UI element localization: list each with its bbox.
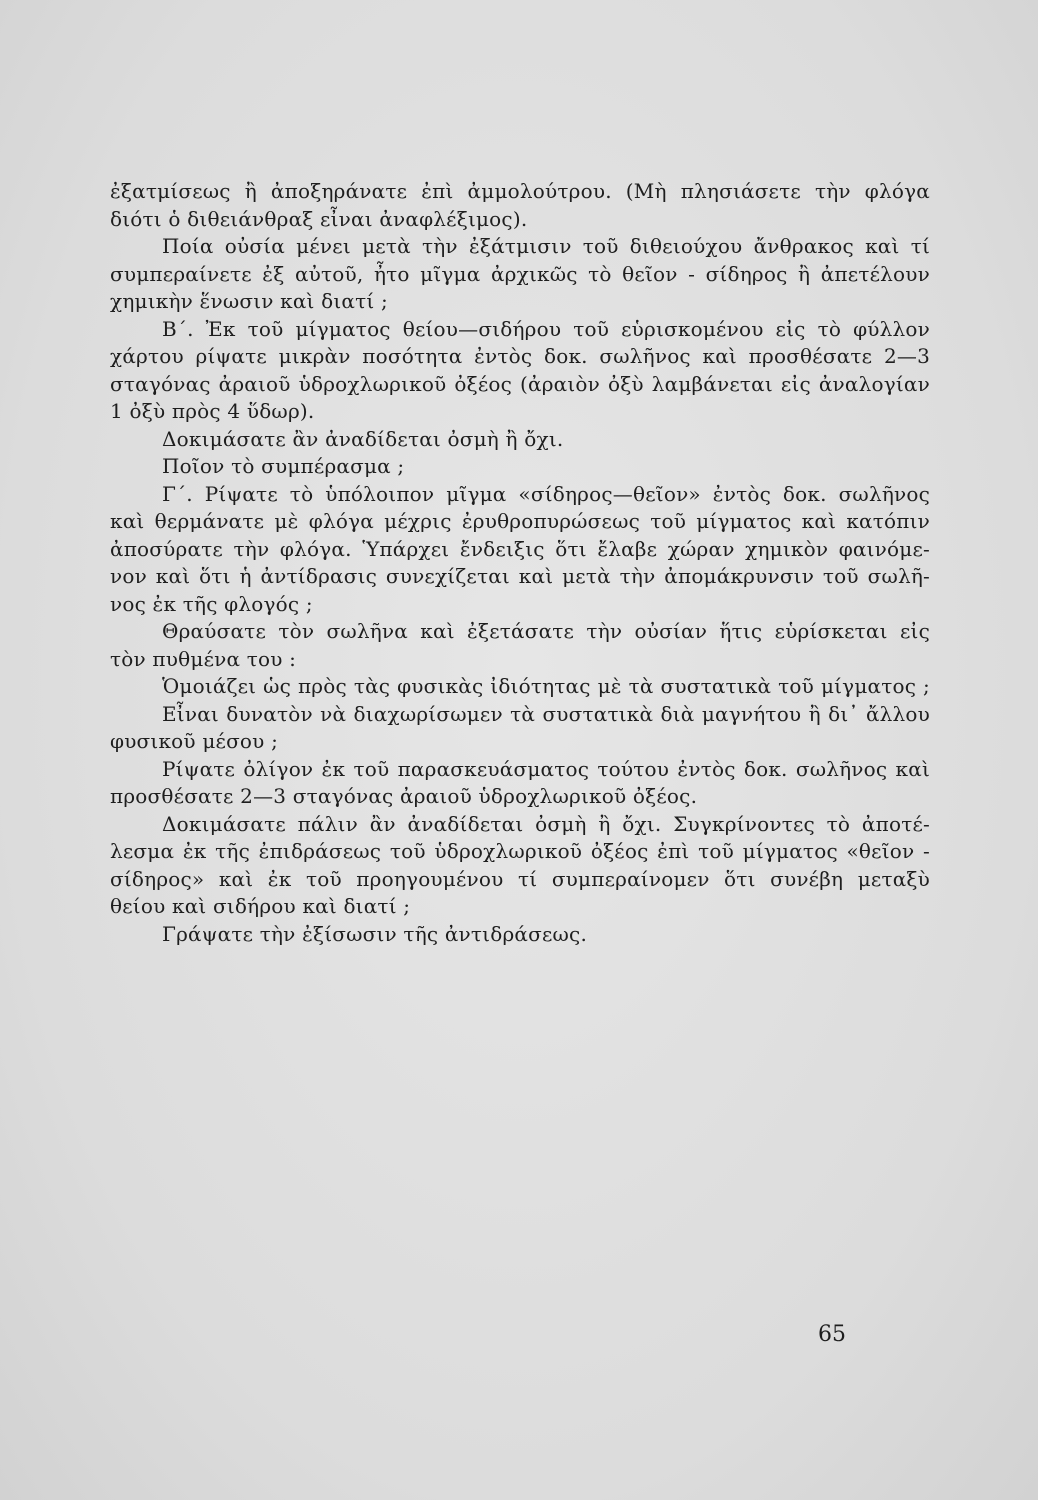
text-line: Β΄. Ἐκ τοῦ μίγματος θείου—σιδήρου τοῦ εὑρισκομένου εἰς τὸ φύλλον [162, 316, 930, 341]
text-line: ἐξατμίσεως ἢ ἀποξηράνατε ἐπὶ ἀμμολούτρου. (Μὴ πλησιάσετε τὴν φλόγα [110, 179, 930, 203]
text-line: καὶ θερμάνατε μὲ φλόγα μέχρις ἐρυθροπυρώσεως τοῦ μίγματος καὶ κατόπιν [110, 509, 930, 533]
text-line: νος ἐκ τῆς φλογός ; [110, 591, 313, 616]
text-line: τὸν πυθμένα του : [110, 646, 297, 671]
text-line: Ρίψατε ὀλίγον ἐκ τοῦ παρασκευάσματος τούτου ἐντὸς δοκ. σωλῆνος καὶ [162, 756, 930, 781]
text-line: ἀποσύρατε τὴν φλόγα. Ὑπάρχει ἔνδειξις ὅτι ἔλαβε χώραν χημικὸν φαινόμε- [110, 536, 930, 561]
page-number: 65 [818, 1322, 846, 1347]
text-line: Γ΄. Ρίψατε τὸ ὑπόλοιπον μῖγμα «σίδηρος—θεῖον» ἐντὸς δοκ. σωλῆνος [162, 481, 930, 506]
text-line: Ποία οὐσία μένει μετὰ τὴν ἐξάτμισιν τοῦ διθειούχου ἄνθρακος καὶ τί [162, 234, 930, 258]
text-line: χημικὴν ἕνωσιν καὶ διατί ; [110, 289, 388, 313]
text-line: Δοκιμάσατε ἂν ἀναδίδεται ὀσμὴ ἢ ὄχι. [162, 426, 564, 451]
text-line: Δοκιμάσατε πάλιν ἂν ἀναδίδεται ὀσμὴ ἢ ὄχι. Συγκρίνοντες τὸ ἀποτέ- [162, 811, 930, 836]
text-line: θείου καὶ σιδήρου καὶ διατί ; [110, 894, 411, 918]
text-line: προσθέσατε 2—3 σταγόνας ἀραιοῦ ὑδροχλωρικοῦ ὀξέος. [110, 784, 698, 808]
text-line: λεσμα ἐκ τῆς ἐπιδράσεως τοῦ ὑδροχλωρικοῦ ὀξέος ἐπὶ τοῦ μίγματος «θεῖον - [110, 839, 930, 863]
text-line: Ποῖον τὸ συμπέρασμα ; [162, 454, 405, 478]
text-line: νον καὶ ὅτι ἡ ἀντίδρασις συνεχίζεται καὶ μετὰ τὴν ἀπομάκρυνσιν τοῦ σωλῆ- [110, 564, 930, 588]
text-line: Θραύσατε τὸν σωλῆνα καὶ ἐξετάσατε τὴν οὐσίαν ἥτις εὑρίσκεται εἰς [162, 619, 930, 643]
text-line: Γράψατε τὴν ἐξίσωσιν τῆς ἀντιδράσεως. [162, 921, 587, 946]
text-line: φυσικοῦ μέσου ; [110, 729, 279, 753]
text-line: Εἶναι δυνατὸν νὰ διαχωρίσωμεν τὰ συστατικὰ διὰ μαγνήτου ἢ δι᾿ ἄλλου [162, 701, 930, 726]
text-line: σταγόνας ἀραιοῦ ὑδροχλωρικοῦ ὀξέος (ἀραιὸν ὀξὺ λαμβάνεται εἰς ἀναλογίαν [110, 371, 930, 396]
body-text [110, 178, 930, 948]
text-line: 1 ὀξὺ πρὸς 4 ὕδωρ). [110, 399, 315, 423]
text-line: Ὁμοιάζει ὡς πρὸς τὰς φυσικὰς ἰδιότητας μὲ τὰ συστατικὰ τοῦ μίγματος ; [162, 674, 930, 698]
text-line: σίδηρος» καὶ ἐκ τοῦ προηγουμένου τί συμπεραίνομεν ὅτι συνέβη μεταξὺ [110, 866, 930, 891]
text-line: διότι ὁ διθειάνθραξ εἶναι ἀναφλέξιμος). [110, 206, 528, 231]
text-line: χάρτου ρίψατε μικρὰν ποσότητα ἐντὸς δοκ. σωλῆνος καὶ προσθέσατε 2—3 [110, 344, 930, 368]
text-line: συμπεραίνετε ἐξ αὐτοῦ, ἦτο μῖγμα ἀρχικῶς τὸ θεῖον - σίδηρος ἢ ἀπετέλουν [110, 261, 930, 286]
